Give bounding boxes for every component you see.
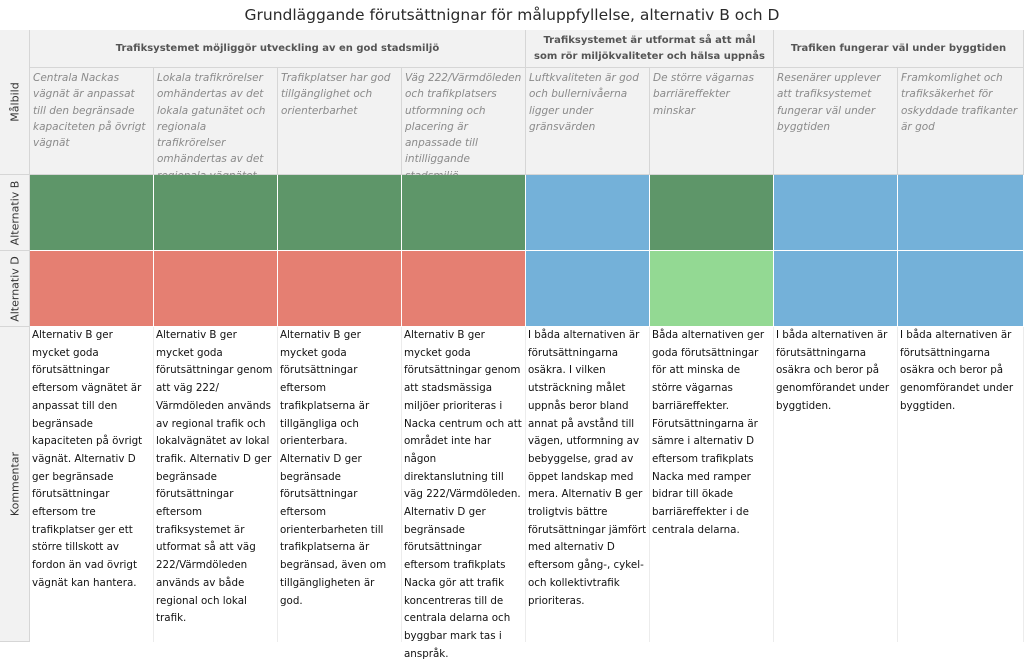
alt-d-rating-cell: [402, 251, 526, 327]
row-label-kommentar: [0, 327, 30, 642]
row-label-alt-d: [0, 251, 30, 327]
group-header-miljo-halsa: Trafiksystemet är utformat så att mål som rör miljökvaliteter och hälsa uppnås: [526, 30, 774, 68]
alt-b-rating-cell: [402, 175, 526, 251]
group-header-stadsmiljo: Trafiksystemet möjliggör utveckling av en god stadsmiljö: [30, 30, 526, 68]
alt-d-rating-cell: [526, 251, 650, 327]
alt-d-rating-cell: [650, 251, 774, 327]
alt-b-rating-cell: [30, 175, 154, 251]
comment-cell: I båda alternativen är förutsättningarna osäkra. I vilken utsträckning målet uppnås beror bland annat på avstånd till vägen, utformning av bebyggelse, grad av öppet landskap med mera. Alternativ B ger troligtvis bättre förutsättningar jämfört med alternativ D eftersom gång-, cykel- och kollektivtrafik prioriteras.: [526, 327, 650, 642]
goal-cell: Väg 222/Värmdöleden och trafikplatsers utformning och placering är anpassade till intilliggande: [402, 68, 526, 175]
alt-b-rating-cell: [774, 175, 898, 251]
alt-b-rating-cell: [526, 175, 650, 251]
comment-cell: Båda alternativen ger goda förutsättningar för att minska de större vägarnas barriäreffekter. Förutsättningarna är sämre i alternativ D eftersom trafikplats Nacka med ramper bidrar till ökade barriäreffekter i de centrala delarna.: [650, 327, 774, 642]
row-label-malbild: [0, 30, 30, 175]
alt-b-rating-cell: [154, 175, 278, 251]
goal-cell: Framkomlighet och trafiksäkerhet för oskyddade trafikanter är god: [898, 68, 1024, 175]
row-label-alt-d-text: Alternativ D: [8, 255, 21, 322]
alt-b-rating-cell: [898, 175, 1024, 251]
alt-d-rating-cell: [278, 251, 402, 327]
comment-cell: Alternativ B ger mycket goda förutsättningar eftersom trafikplatserna är tillgängliga och orienterbara. Alternativ D ger begränsade förutsättningar eftersom orienterbarheten till trafikplatserna är begränsad, även om tillgängligheten är god.: [278, 327, 402, 642]
row-label-kommentar-text: Kommentar: [8, 451, 21, 517]
comment-cell: I båda alternativen är förutsättningarna osäkra och beror på genomförandet under byggtiden.: [898, 327, 1024, 642]
alt-d-rating-cell: [30, 251, 154, 327]
comment-cell: Alternativ B ger mycket goda förutsättningar eftersom vägnätet är anpassat till den begränsade kapaciteten på övrigt vägnät. Alternativ D ger begränsade förutsättningar eftersom tre trafikplatser ger ett större tillskott av fordon än vad övrigt vägnät kan hantera.: [30, 327, 154, 642]
alt-b-rating-cell: [278, 175, 402, 251]
comment-cell: Alternativ B ger mycket goda förutsättningar genom att väg 222/ Värmdöleden används av regional trafik och lokalvägnätet av lokal trafik. Alternativ D ger begränsade förutsättningar eftersom trafiksystemet är utformat så att väg 222/Värmdöleden används av både regional och lokal trafik.: [154, 327, 278, 642]
goal-cell: Centrala Nackas vägnät är anpassat till den begränsade kapaciteten på övrigt vägnät: [30, 68, 154, 175]
group-header-byggtid: Trafiken fungerar väl under byggtiden: [774, 30, 1024, 68]
row-label-malbild-text: Målbild: [8, 82, 21, 122]
table-title: Grundläggande förutsättnignar för måluppfyllelse, alternativ B och D: [0, 0, 1024, 31]
comment-cell: Alternativ B ger mycket goda förutsättningar genom att stadsmässiga miljöer prioriteras i Nacka centrum och att området inte har någon direktanslutning till väg 222/Värmdöleden. Alternativ D ger begränsade förutsättningar eftersom trafikplats Nacka gör att trafik koncentreras till de centrala delarna och byggbar mark tas i anspråk.: [402, 327, 526, 642]
alt-d-rating-cell: [898, 251, 1024, 327]
alt-d-rating-cell: [774, 251, 898, 327]
goal-cell: De större vägarnas barriäreffekter minskar: [650, 68, 774, 175]
row-label-alt-b-text: Alternativ B: [8, 180, 21, 245]
alt-d-rating-cell: [154, 251, 278, 327]
goal-cell: Luftkvaliteten är god och bullernivåerna ligger under gränsvärden: [526, 68, 650, 175]
goal-cell: Lokala trafikrörelser omhändertas av det lokala gatunätet och regionala trafikrörelser omhändertas av det: [154, 68, 278, 175]
alt-b-rating-cell: [650, 175, 774, 251]
goal-cell: Trafikplatser har god tillgänglighet och orienterbarhet: [278, 68, 402, 175]
comment-cell: I båda alternativen är förutsättningarna osäkra och beror på genomförandet under byggtiden.: [774, 327, 898, 642]
row-label-alt-b: [0, 175, 30, 251]
goal-cell: Resenärer upplever att trafiksystemet fungerar väl under byggtiden: [774, 68, 898, 175]
